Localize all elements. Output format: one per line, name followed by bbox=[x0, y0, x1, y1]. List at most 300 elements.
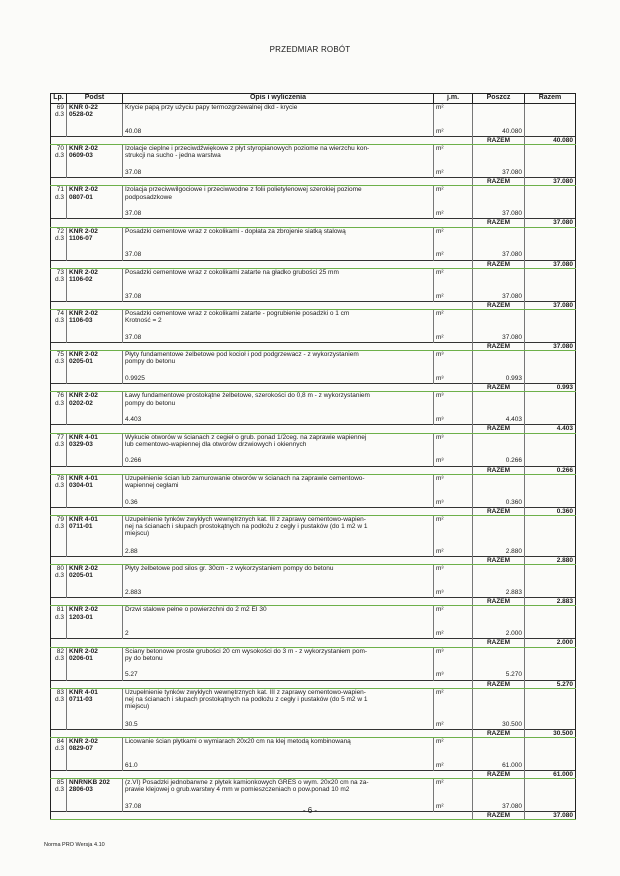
item-catalog: KNR 2-02 bbox=[69, 738, 98, 746]
item-description-cell bbox=[123, 738, 434, 771]
item-description-line: Ławy fundamentowe prostokątne żelbetowe, szerokości do 0,8 m - z wykorzystaniem bbox=[125, 392, 370, 400]
item-quantity-cell bbox=[473, 433, 525, 466]
razem-blank bbox=[51, 219, 473, 227]
item-unit-calc: m² bbox=[436, 251, 444, 259]
item-unit-cell bbox=[434, 392, 473, 425]
item-number: 76 bbox=[56, 392, 64, 400]
table-row bbox=[51, 738, 576, 771]
item-description-line: nej na ścianach i słupach prostokątnych na podłożu z cegły i pustaków (do 1 m2 w 1 bbox=[125, 523, 368, 531]
item-quantity: 0.993 bbox=[505, 375, 522, 383]
header-lp: Lp. bbox=[51, 94, 67, 104]
item-catalog: KNR 2-02 bbox=[69, 565, 98, 573]
item-quantity: 4.403 bbox=[505, 416, 522, 424]
item-number-cell bbox=[51, 688, 67, 729]
item-number: 84 bbox=[56, 738, 64, 746]
razem-row bbox=[51, 219, 576, 227]
item-quantity: 5.270 bbox=[505, 671, 522, 679]
item-unit-cell bbox=[434, 268, 473, 301]
item-section: d.3 bbox=[54, 523, 64, 531]
item-number-cell bbox=[51, 104, 67, 137]
item-number-cell bbox=[51, 392, 67, 425]
razem-blank bbox=[51, 639, 473, 647]
razem-label: RAZEM bbox=[473, 680, 525, 688]
item-unit: m² bbox=[436, 186, 444, 194]
item-number: 81 bbox=[56, 606, 64, 614]
item-description-cell bbox=[123, 474, 434, 507]
item-number-cell bbox=[51, 310, 67, 343]
table-row bbox=[51, 565, 576, 598]
table-row bbox=[51, 227, 576, 260]
item-unit-cell bbox=[434, 227, 473, 260]
item-section: d.3 bbox=[54, 440, 64, 448]
item-quantity: 37.080 bbox=[502, 292, 522, 300]
item-code-cell bbox=[67, 647, 123, 680]
item-number: 80 bbox=[56, 565, 64, 573]
razem-blank bbox=[51, 425, 473, 433]
item-code-cell bbox=[67, 433, 123, 466]
razem-row bbox=[51, 301, 576, 309]
razem-label: RAZEM bbox=[473, 137, 525, 145]
item-code-cell bbox=[67, 145, 123, 178]
item-section: d.3 bbox=[54, 234, 64, 242]
item-number-cell bbox=[51, 227, 67, 260]
item-unit-calc: m³ bbox=[436, 589, 444, 597]
item-unit: m³ bbox=[436, 474, 444, 482]
item-quantity: 0.266 bbox=[505, 457, 522, 465]
item-number: 73 bbox=[56, 268, 64, 276]
razem-row bbox=[51, 557, 576, 565]
razem-blank bbox=[51, 260, 473, 268]
item-unit-calc: m³ bbox=[436, 498, 444, 506]
item-section: d.3 bbox=[54, 572, 64, 580]
item-description-line: Posadzki cementowe wraz z cokolikami zatarte - pogrubienie posadzki o 1 cm bbox=[125, 310, 350, 318]
razem-label: RAZEM bbox=[473, 219, 525, 227]
item-unit-calc: m³ bbox=[436, 457, 444, 465]
razem-blank bbox=[51, 680, 473, 688]
item-unit-cell bbox=[434, 688, 473, 729]
item-catalog: KNR 4-01 bbox=[69, 516, 98, 524]
item-section: d.3 bbox=[54, 152, 64, 160]
razem-value: 37.080 bbox=[525, 812, 576, 820]
item-unit-calc: m² bbox=[436, 333, 444, 341]
item-unit: m³ bbox=[436, 392, 444, 400]
item-section: d.3 bbox=[54, 399, 64, 407]
item-code-cell bbox=[67, 227, 123, 260]
item-unit-calc: m³ bbox=[436, 671, 444, 679]
razem-value: 2.883 bbox=[525, 598, 576, 606]
item-position: 1106-03 bbox=[69, 317, 93, 325]
item-code-cell bbox=[67, 392, 123, 425]
item-catalog: KNR 2-02 bbox=[69, 647, 98, 655]
item-unit-calc: m³ bbox=[436, 375, 444, 383]
item-number-cell bbox=[51, 268, 67, 301]
item-number-cell bbox=[51, 647, 67, 680]
item-description-cell bbox=[123, 227, 434, 260]
item-position: 2806-03 bbox=[69, 786, 93, 794]
table-row bbox=[51, 606, 576, 639]
item-number-cell bbox=[51, 606, 67, 639]
table-body bbox=[51, 104, 576, 820]
table-row bbox=[51, 647, 576, 680]
item-position: 0304-01 bbox=[69, 482, 93, 490]
item-position: 1106-07 bbox=[69, 234, 93, 242]
item-calculation: 0.36 bbox=[125, 498, 138, 506]
item-unit-cell bbox=[434, 565, 473, 598]
item-number: 71 bbox=[56, 186, 64, 194]
item-code-cell bbox=[67, 310, 123, 343]
item-unit: m³ bbox=[436, 433, 444, 441]
razem-label: RAZEM bbox=[473, 343, 525, 351]
item-catalog: KNR 2-02 bbox=[69, 351, 98, 359]
item-description-line: Izolacje cieplne i przeciwdźwiękowe z płyt styropianowych poziome na wierzchu kon- bbox=[125, 145, 370, 153]
item-quantity-cell bbox=[473, 565, 525, 598]
item-unit: m² bbox=[436, 606, 444, 614]
item-position: 0329-03 bbox=[69, 440, 93, 448]
page-number: - 6 - bbox=[302, 806, 318, 815]
item-total-cell bbox=[525, 565, 576, 598]
razem-value: 2.000 bbox=[525, 639, 576, 647]
item-number-cell bbox=[51, 565, 67, 598]
item-code-cell bbox=[67, 738, 123, 771]
razem-blank bbox=[51, 384, 473, 392]
item-catalog: KNR 2-02 bbox=[69, 186, 98, 194]
item-unit-calc: m² bbox=[436, 803, 444, 811]
item-unit-calc: m² bbox=[436, 169, 444, 176]
item-number-cell bbox=[51, 145, 67, 178]
item-unit: m² bbox=[436, 738, 444, 746]
item-unit: m² bbox=[436, 145, 444, 153]
item-quantity: 2.880 bbox=[505, 547, 522, 555]
header-poszcz: Poszcz bbox=[473, 94, 525, 104]
item-description-line: Płyty żelbetowe pod silos gr. 30cm - z wykorzystaniem pompy do betonu bbox=[125, 565, 334, 573]
item-description-cell bbox=[123, 565, 434, 598]
item-description-line: podposadzkowe bbox=[125, 193, 172, 201]
item-description-line: strukcji na sucho - jedna warstwa bbox=[125, 152, 221, 160]
item-description-line: Krycie papą przy użyciu papy termozgrzewalnej dkd - krycie bbox=[125, 104, 298, 111]
item-total-cell bbox=[525, 104, 576, 137]
razem-value: 37.080 bbox=[525, 343, 576, 351]
item-number: 70 bbox=[56, 145, 64, 153]
item-unit-calc: m² bbox=[436, 761, 444, 769]
item-quantity: 2.883 bbox=[505, 589, 522, 597]
item-unit: m² bbox=[436, 516, 444, 524]
razem-blank bbox=[51, 771, 473, 779]
header-opis: Opis i wyliczenia bbox=[123, 94, 434, 104]
razem-blank bbox=[51, 466, 473, 474]
item-description-line: Posadzki cementowe wraz z cokolikami - dopłata za zbrojenie siatką stalową bbox=[125, 227, 346, 235]
item-description-cell bbox=[123, 104, 434, 137]
table-header bbox=[51, 94, 576, 104]
item-description-line bbox=[125, 111, 431, 118]
item-unit: m² bbox=[436, 779, 444, 787]
item-description-cell bbox=[123, 516, 434, 557]
item-number: 78 bbox=[56, 474, 64, 482]
table-row bbox=[51, 474, 576, 507]
item-section: d.3 bbox=[54, 786, 64, 794]
item-total-cell bbox=[525, 647, 576, 680]
item-quantity-cell bbox=[473, 647, 525, 680]
table-row bbox=[51, 186, 576, 219]
item-description-cell bbox=[123, 145, 434, 178]
item-quantity-cell bbox=[473, 688, 525, 729]
item-calculation: 2 bbox=[125, 630, 129, 638]
table-row bbox=[51, 145, 576, 178]
item-code-cell bbox=[67, 351, 123, 384]
item-number: 77 bbox=[56, 433, 64, 441]
razem-row bbox=[51, 729, 576, 737]
item-description-line: Ściany betonowe proste grubości 20 cm wysokości do 3 m - z wykorzystaniem pom- bbox=[125, 647, 368, 655]
item-number: 69 bbox=[56, 104, 64, 111]
razem-row bbox=[51, 137, 576, 145]
razem-row bbox=[51, 178, 576, 186]
razem-label: RAZEM bbox=[473, 384, 525, 392]
item-section: d.3 bbox=[54, 696, 64, 704]
software-version: Norma PRO Wersja 4.10 bbox=[44, 842, 105, 848]
item-calculation: 37.08 bbox=[125, 251, 142, 259]
razem-label: RAZEM bbox=[473, 507, 525, 515]
item-calculation: 30.5 bbox=[125, 720, 138, 728]
razem-row bbox=[51, 384, 576, 392]
item-total-cell bbox=[525, 145, 576, 178]
item-code-cell bbox=[67, 186, 123, 219]
item-position: 0609-03 bbox=[69, 152, 93, 160]
razem-row bbox=[51, 466, 576, 474]
item-calculation: 61.0 bbox=[125, 761, 138, 769]
item-description-cell bbox=[123, 392, 434, 425]
item-unit-cell bbox=[434, 310, 473, 343]
razem-value: 37.080 bbox=[525, 178, 576, 186]
razem-value: 40.080 bbox=[525, 137, 576, 145]
item-unit-calc: m³ bbox=[436, 416, 444, 424]
item-catalog: KNR 0-22 bbox=[69, 104, 98, 111]
item-unit-calc: m² bbox=[436, 720, 444, 728]
item-unit-cell bbox=[434, 351, 473, 384]
item-total-cell bbox=[525, 186, 576, 219]
item-number-cell bbox=[51, 433, 67, 466]
item-total-cell bbox=[525, 310, 576, 343]
item-description-line bbox=[125, 745, 431, 752]
item-unit-calc: m² bbox=[436, 127, 444, 135]
item-code-cell bbox=[67, 606, 123, 639]
item-description-line: nej na ścianach i słupach prostokątnych na podłożu z cegły i pustaków (do 5 m2 w 1 bbox=[125, 696, 368, 704]
item-position: 0711-01 bbox=[69, 523, 93, 531]
table-row bbox=[51, 392, 576, 425]
item-unit-calc: m² bbox=[436, 630, 444, 638]
item-number: 85 bbox=[56, 779, 64, 787]
razem-blank bbox=[51, 301, 473, 309]
item-unit: m² bbox=[436, 268, 444, 276]
razem-blank bbox=[51, 557, 473, 565]
item-description-cell bbox=[123, 186, 434, 219]
item-calculation: 2.883 bbox=[125, 589, 142, 597]
item-unit-cell bbox=[434, 433, 473, 466]
item-total-cell bbox=[525, 268, 576, 301]
item-description-line: Drzwi stalowe pełne o powierzchni do 2 m2 EI 30 bbox=[125, 606, 267, 614]
item-number-cell bbox=[51, 474, 67, 507]
item-quantity: 37.080 bbox=[502, 333, 522, 341]
item-unit-calc: m² bbox=[436, 292, 444, 300]
item-section: d.3 bbox=[54, 193, 64, 201]
razem-row bbox=[51, 598, 576, 606]
item-total-cell bbox=[525, 516, 576, 557]
razem-label: RAZEM bbox=[473, 598, 525, 606]
item-quantity: 0.360 bbox=[505, 498, 522, 506]
item-number-cell bbox=[51, 351, 67, 384]
item-position: 0205-01 bbox=[69, 572, 93, 580]
razem-label: RAZEM bbox=[473, 260, 525, 268]
item-code-cell bbox=[67, 474, 123, 507]
razem-row bbox=[51, 425, 576, 433]
item-number: 75 bbox=[56, 351, 64, 359]
header-podst: Podst bbox=[67, 94, 123, 104]
item-description-line: Krotność = 2 bbox=[125, 317, 162, 325]
item-code-cell bbox=[67, 688, 123, 729]
item-total-cell bbox=[525, 392, 576, 425]
item-number: 83 bbox=[56, 688, 64, 696]
item-calculation: 4.403 bbox=[125, 416, 142, 424]
item-unit-cell bbox=[434, 606, 473, 639]
razem-label: RAZEM bbox=[473, 812, 525, 820]
table-row bbox=[51, 433, 576, 466]
item-catalog: KNR 2-02 bbox=[69, 392, 98, 400]
item-code-cell bbox=[67, 516, 123, 557]
razem-row bbox=[51, 260, 576, 268]
item-unit-cell bbox=[434, 186, 473, 219]
razem-label: RAZEM bbox=[473, 425, 525, 433]
item-description-line: Uzupełnienie ścian lub zamurowanie otworów w ścianach na zaprawie cementowo- bbox=[125, 474, 365, 482]
razem-blank bbox=[51, 598, 473, 606]
item-quantity-cell bbox=[473, 606, 525, 639]
item-description-line: Licowanie ścian płytkami o wymiarach 20x20 cm na klej metodą kombinowaną bbox=[125, 738, 351, 746]
item-calculation: 37.08 bbox=[125, 292, 142, 300]
item-position: 1106-02 bbox=[69, 276, 93, 284]
razem-value: 0.360 bbox=[525, 507, 576, 515]
razem-blank bbox=[51, 343, 473, 351]
item-catalog: KNR 4-01 bbox=[69, 688, 98, 696]
item-unit-calc: m² bbox=[436, 547, 444, 555]
item-unit-cell bbox=[434, 474, 473, 507]
item-section: d.3 bbox=[54, 111, 64, 119]
item-number: 74 bbox=[56, 310, 64, 318]
razem-blank bbox=[51, 137, 473, 145]
item-unit: m² bbox=[436, 310, 444, 318]
item-quantity-cell bbox=[473, 351, 525, 384]
item-number: 82 bbox=[56, 647, 64, 655]
razem-value: 37.080 bbox=[525, 301, 576, 309]
item-quantity: 40.080 bbox=[502, 127, 522, 135]
item-section: d.3 bbox=[54, 613, 64, 621]
item-position: 1203-01 bbox=[69, 613, 93, 621]
table-row bbox=[51, 351, 576, 384]
document-title: PRZEDMIAR ROBÓT bbox=[269, 45, 351, 54]
item-description-line: Płyty fundamentowe żelbetowe pod kocioł i pod podgrzewacz - z wykorzystaniem bbox=[125, 351, 359, 359]
item-catalog: KNR 2-02 bbox=[69, 227, 98, 235]
item-catalog: KNR 2-02 bbox=[69, 310, 98, 318]
item-description-line: wapiennej cegłami bbox=[125, 482, 179, 490]
item-calculation: 0.266 bbox=[125, 457, 142, 465]
razem-label: RAZEM bbox=[473, 729, 525, 737]
item-quantity-cell bbox=[473, 104, 525, 137]
item-total-cell bbox=[525, 351, 576, 384]
item-total-cell bbox=[525, 227, 576, 260]
razem-label: RAZEM bbox=[473, 557, 525, 565]
item-unit-cell bbox=[434, 647, 473, 680]
item-quantity: 37.080 bbox=[502, 803, 522, 811]
item-description-line: pompy do betonu bbox=[125, 399, 176, 407]
razem-label: RAZEM bbox=[473, 178, 525, 186]
item-calculation: 40.08 bbox=[125, 127, 142, 135]
item-quantity-cell bbox=[473, 186, 525, 219]
item-quantity: 37.080 bbox=[502, 251, 522, 259]
header-razem: Razem bbox=[525, 94, 576, 104]
table-row bbox=[51, 688, 576, 729]
item-unit: m² bbox=[436, 227, 444, 235]
razem-value: 61.000 bbox=[525, 771, 576, 779]
item-unit: m² bbox=[436, 104, 444, 111]
item-quantity-cell bbox=[473, 145, 525, 178]
razem-row bbox=[51, 507, 576, 515]
item-description-line: (z.VI) Posadzki jednobarwne z płytek kamionkowych GRES o wym. 20x20 cm na za- bbox=[125, 779, 369, 787]
item-number-cell bbox=[51, 516, 67, 557]
item-section: d.3 bbox=[54, 276, 64, 284]
item-unit: m² bbox=[436, 688, 444, 696]
item-description-line bbox=[125, 276, 431, 283]
item-description-line bbox=[125, 614, 431, 621]
table-row bbox=[51, 310, 576, 343]
item-section: d.3 bbox=[54, 358, 64, 366]
item-unit-cell bbox=[434, 516, 473, 557]
item-quantity-cell bbox=[473, 268, 525, 301]
item-position: 0528-02 bbox=[69, 111, 93, 119]
item-number-cell bbox=[51, 186, 67, 219]
razem-value: 2.880 bbox=[525, 557, 576, 565]
item-quantity: 61.000 bbox=[502, 761, 522, 769]
item-description-cell bbox=[123, 606, 434, 639]
item-total-cell bbox=[525, 738, 576, 771]
item-quantity: 30.500 bbox=[502, 720, 522, 728]
item-description-cell bbox=[123, 268, 434, 301]
item-description-line: miejscu) bbox=[125, 703, 150, 711]
item-description-line: py do betonu bbox=[125, 654, 163, 662]
item-catalog: NNRNKB 202 bbox=[69, 779, 110, 787]
razem-row bbox=[51, 771, 576, 779]
item-description-line: prawie klejowej o grub.warstwy 4 mm w pomieszczeniach o pow.ponad 10 m2 bbox=[125, 786, 350, 794]
razem-label: RAZEM bbox=[473, 301, 525, 309]
item-quantity-cell bbox=[473, 392, 525, 425]
item-position: 0829-07 bbox=[69, 745, 93, 753]
item-calculation: 0.9925 bbox=[125, 375, 145, 383]
item-catalog: KNR 4-01 bbox=[69, 433, 98, 441]
razem-row bbox=[51, 639, 576, 647]
item-code-cell bbox=[67, 565, 123, 598]
item-description-line: Izolacja przeciwwilgociowe i przeciwwodne z folii polietylenowej szerokiej poziome bbox=[125, 186, 362, 194]
item-unit-calc: m² bbox=[436, 210, 444, 218]
razem-label: RAZEM bbox=[473, 771, 525, 779]
bill-of-quantities-table bbox=[50, 93, 576, 820]
item-unit: m³ bbox=[436, 647, 444, 655]
item-description-cell bbox=[123, 647, 434, 680]
item-catalog: KNR 4-01 bbox=[69, 474, 98, 482]
razem-value: 0.266 bbox=[525, 466, 576, 474]
item-unit: m³ bbox=[436, 351, 444, 359]
razem-value: 37.080 bbox=[525, 260, 576, 268]
item-number: 72 bbox=[56, 227, 64, 235]
item-unit-cell bbox=[434, 104, 473, 137]
razem-value: 5.270 bbox=[525, 680, 576, 688]
razem-row bbox=[51, 343, 576, 351]
item-catalog: KNR 2-02 bbox=[69, 268, 98, 276]
item-description-cell bbox=[123, 310, 434, 343]
